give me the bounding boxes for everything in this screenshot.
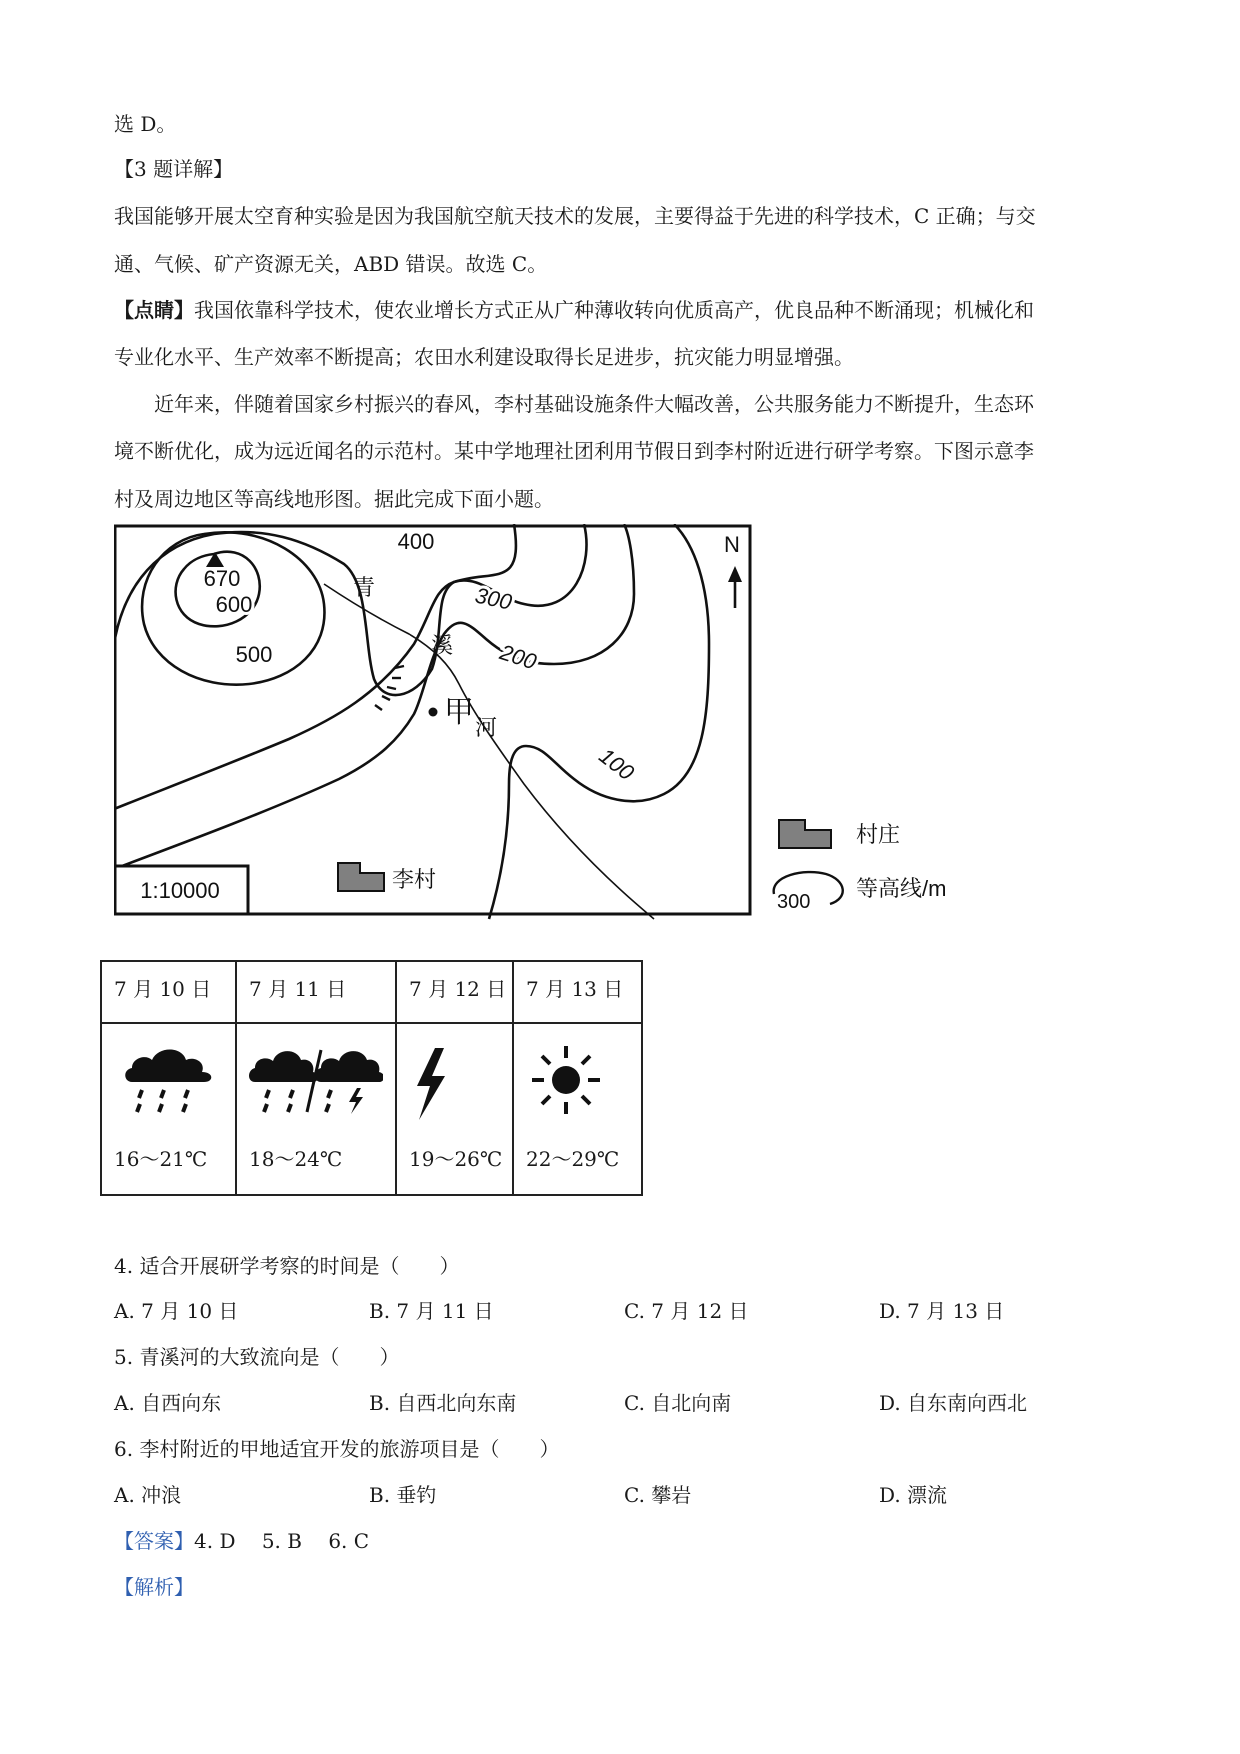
contour-label-600: 600	[215, 592, 253, 617]
option-d: D. 漂流	[879, 1483, 948, 1507]
option-b: B. 自西北向东南	[369, 1391, 517, 1415]
text-line: 境不断优化，成为远近闻名的示范村。某中学地理社团利用节假日到李村附近进行研学考察。下图示意李	[114, 439, 1034, 463]
point-jia-marker	[429, 708, 438, 717]
weather-cell	[101, 1023, 236, 1195]
peak-elevation: 670	[203, 566, 241, 591]
river-char-xi: 溪	[430, 633, 454, 658]
river-char-qing: 青	[352, 575, 376, 600]
text-line: 专业化水平、生产效率不断提高；农田水利建设取得长足进步，抗灾能力明显增强。	[114, 345, 854, 369]
village-label: 李村	[392, 867, 437, 892]
contour-label-100: 100	[594, 742, 639, 786]
answer-label: 【答案】	[114, 1529, 194, 1553]
option-a: A. 自西向东	[114, 1391, 222, 1415]
question-stem: 5. 青溪河的大致流向是（ ）	[114, 1345, 400, 1369]
dianjing-label: 【点睛】	[114, 298, 194, 322]
contour-label-500: 500	[235, 642, 273, 667]
dianjing-text: 我国依靠科学技术，使农业增长方式正从广种薄收转向优质高产，优良品种不断涌现；机械化和	[194, 298, 1034, 322]
legend-village-label: 村庄	[856, 822, 901, 847]
text-line: 近年来，伴随着国家乡村振兴的春风，李村基础设施条件大幅改善，公共服务能力不断提升，生态环	[154, 392, 1034, 416]
contour-label-400: 400	[397, 529, 435, 554]
question-stem: 6. 李村附近的甲地适宜开发的旅游项目是（ ）	[114, 1437, 560, 1461]
contour-label-300: 300	[473, 582, 515, 615]
rain-cloud-icon	[102, 1030, 223, 1120]
scale-box	[115, 866, 248, 914]
weather-date: 7 月 10 日	[101, 961, 236, 1023]
river-char-he: 河	[474, 715, 498, 740]
weather-temp: 19～26℃	[409, 1147, 503, 1171]
answer-line	[114, 1525, 369, 1554]
lightning-icon	[397, 1030, 500, 1120]
text-line: 选 D。	[114, 112, 177, 136]
weather-temp: 22～29℃	[526, 1147, 620, 1171]
analysis-label: 【解析】	[114, 1575, 194, 1599]
option-a: A. 7 月 10 日	[114, 1299, 239, 1323]
weather-temp: 16～21℃	[114, 1147, 208, 1171]
legend-contour-value: 300	[777, 891, 811, 913]
weather-cell	[236, 1023, 396, 1195]
text-line: 村及周边地区等高线地形图。据此完成下面小题。	[114, 487, 554, 511]
north-letter: N	[724, 532, 740, 557]
sun-icon	[514, 1030, 629, 1120]
weather-date: 7 月 11 日	[236, 961, 396, 1023]
option-d: D. 7 月 13 日	[879, 1299, 1005, 1323]
weather-date: 7 月 12 日	[396, 961, 513, 1023]
weather-temp: 18～24℃	[249, 1147, 343, 1171]
contour-map	[114, 524, 974, 920]
option-a: A. 冲浪	[114, 1483, 182, 1507]
option-b: B. 垂钓	[369, 1483, 437, 1507]
option-d: D. 自东南向西北	[879, 1391, 1028, 1415]
legend-village-icon	[779, 820, 831, 848]
weather-date: 7 月 13 日	[513, 961, 642, 1023]
answer-text: 4. D 5. B 6. C	[194, 1529, 370, 1553]
dianjing-line	[114, 294, 1034, 323]
option-c: C. 攀岩	[624, 1483, 692, 1507]
rain-to-thunderstorm-icon	[237, 1030, 383, 1120]
contour-label-200: 200	[496, 639, 540, 675]
weather-cell	[396, 1023, 513, 1195]
weather-table	[100, 960, 643, 1196]
option-b: B. 7 月 11 日	[369, 1299, 494, 1323]
weather-cell	[513, 1023, 642, 1195]
option-c: C. 7 月 12 日	[624, 1299, 749, 1323]
point-jia-label: 甲	[444, 696, 474, 729]
text-line: 我国能够开展太空育种实验是因为我国航空航天技术的发展，主要得益于先进的科学技术，C 正确；与交	[114, 204, 1036, 228]
scale-text: 1:10000	[140, 878, 220, 903]
option-c: C. 自北向南	[624, 1391, 732, 1415]
question-stem: 4. 适合开展研学考察的时间是（ ）	[114, 1254, 460, 1278]
text-line: 通、气候、矿产资源无关，ABD 错误。故选 C。	[114, 252, 548, 276]
section-heading: 【3 题详解】	[114, 157, 234, 181]
legend-contour-label: 等高线/m	[856, 876, 947, 901]
